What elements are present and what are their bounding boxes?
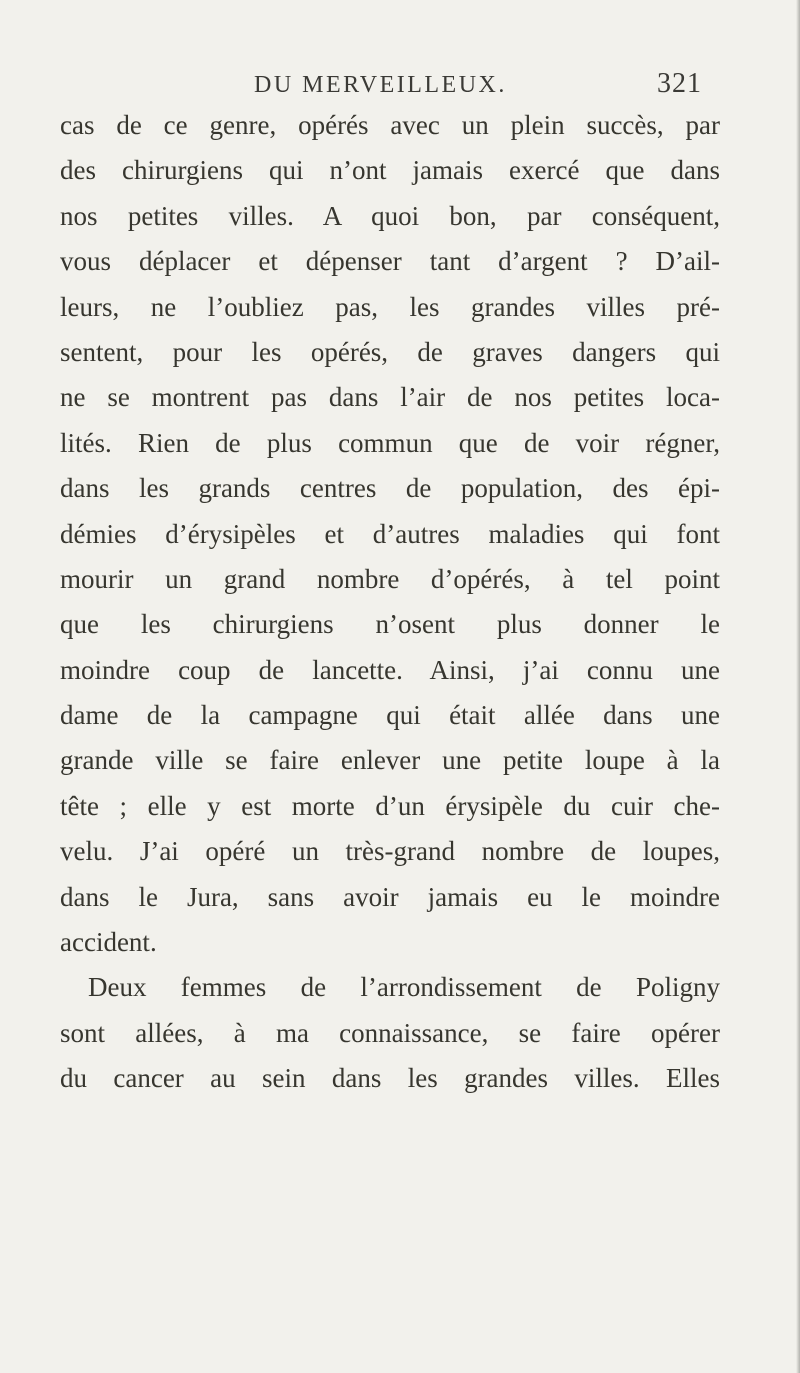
text-line: vous déplacer et dépenser tant d’argent ? D’ail- — [60, 246, 720, 277]
text-line: cas de ce genre, opérés avec un plein succès, par — [60, 110, 720, 140]
text-line: grande ville se faire enlever une petite loupe à la — [60, 745, 720, 776]
text-line: nos petites villes. A quoi bon, par conséquent, — [60, 200, 720, 231]
text-line: moindre coup de lancette. Ainsi, j’ai connu une — [60, 654, 720, 685]
text-line: sont allées, à ma connaissance, se faire opérer — [60, 1017, 720, 1048]
text-line: Deux femmes de l’arrondissement de Poligny — [88, 972, 720, 1003]
paragraph-2 — [60, 965, 720, 1101]
page-edge-shadow — [796, 0, 800, 1373]
text-line: sentent, pour les opérés, de graves dangers qui — [60, 336, 720, 367]
paragraph-1 — [60, 103, 720, 965]
text-line: dans le Jura, sans avoir jamais eu le moindre — [60, 881, 720, 912]
page-number: 321 — [657, 68, 702, 99]
text-line: ne se montrent pas dans l’air de nos petites loca- — [60, 382, 720, 413]
running-title: DU MERVEILLEUX. — [254, 72, 507, 98]
text-line: leurs, ne l’oubliez pas, les grandes villes pré- — [60, 291, 720, 322]
text-line: accident. — [60, 927, 157, 958]
text-line: lités. Rien de plus commun que de voir régner, — [60, 427, 720, 458]
text-line: mourir un grand nombre d’opérés, à tel point — [60, 563, 720, 594]
text-line: du cancer au sein dans les grandes villes. Elles — [60, 1063, 720, 1094]
text-line: dame de la campagne qui était allée dans une — [60, 700, 720, 731]
text-line: velu. J’ai opéré un très-grand nombre de loupes, — [60, 836, 720, 867]
text-line: que les chirurgiens n’osent plus donner le — [60, 609, 720, 640]
text-line: tête ; elle y est morte d’un érysipèle du cuir che- — [60, 790, 720, 821]
body-text — [60, 103, 720, 1102]
text-line: dans les grands centres de population, des épi- — [60, 473, 720, 504]
text-line: des chirurgiens qui n’ont jamais exercé que dans — [60, 155, 720, 186]
text-line: démies d’érysipèles et d’autres maladies qui font — [60, 518, 720, 549]
